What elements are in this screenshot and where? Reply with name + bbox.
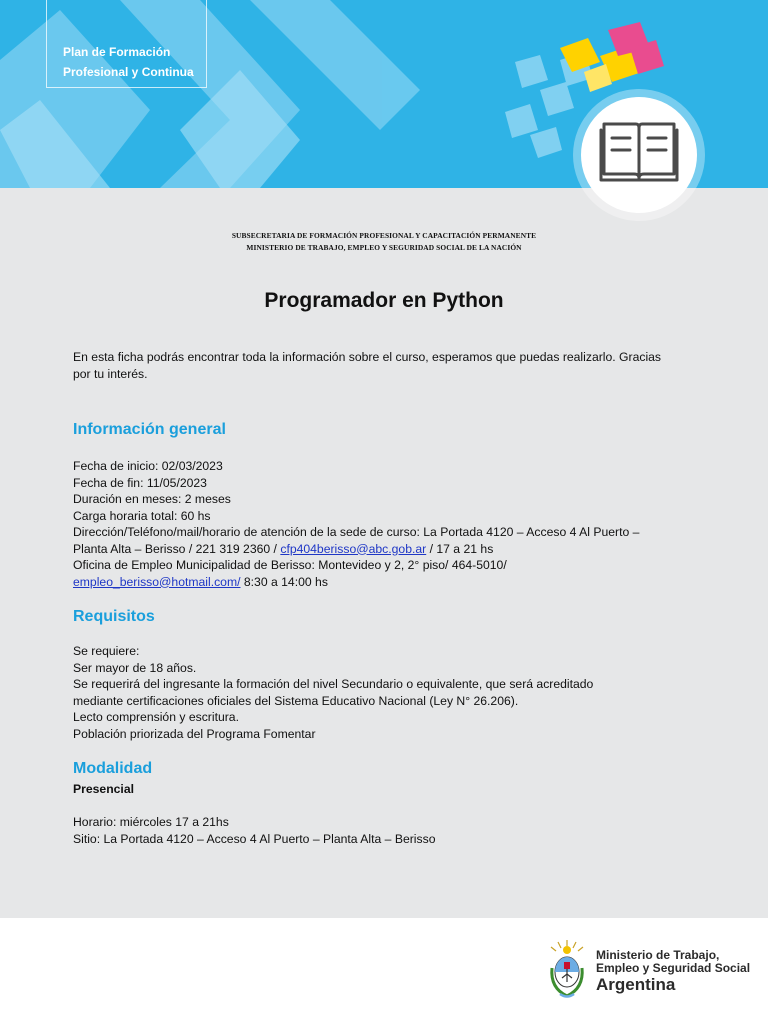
open-book-icon: [570, 86, 708, 224]
page-title: Programador en Python: [264, 289, 504, 312]
requisitos-heading: Requisitos: [73, 608, 155, 625]
modalidad-horario: Horario: miércoles 17 a 21hs: [73, 815, 229, 829]
intro-paragraph: [73, 349, 703, 382]
modalidad-tipo: Presencial: [73, 782, 134, 796]
direccion-line2: [73, 541, 703, 558]
intro-line2: por tu interés.: [73, 366, 148, 381]
requisitos-block: [73, 643, 703, 742]
plan-title-line1: Plan de Formación: [63, 45, 171, 59]
requisito-line: Lecto comprensión y escritura.: [73, 710, 239, 724]
oficina-line1: Oficina de Empleo Municipalidad de Berisso: Montevideo y 2, 2° piso/ 464-5010/: [73, 558, 507, 572]
fecha-inicio: Fecha de inicio: 02/03/2023: [73, 459, 223, 473]
oficina-email-link[interactable]: empleo_berisso@hotmail.com/: [73, 574, 241, 589]
intro-line1: En esta ficha podrás encontrar toda la información sobre el curso, esperamos que puedas realizarlo. Gracias: [73, 350, 662, 364]
fecha-fin: Fecha de fin: 11/05/2023: [73, 475, 207, 490]
requisito-line: Ser mayor de 18 años.: [73, 660, 197, 675]
modalidad-block: [73, 781, 703, 847]
carga-horaria: Carga horaria total: 60 hs: [73, 508, 211, 523]
sede-email-link[interactable]: cfp404berisso@abc.gob.ar: [280, 541, 427, 556]
info-block: [73, 458, 703, 590]
requisito-line: Población priorizada del Programa Fomentar: [73, 726, 316, 741]
oficina-line2: [73, 574, 703, 591]
ministry-country: Argentina: [596, 975, 676, 994]
requisito-line: Se requerirá del ingresante la formación del nivel Secundario o equivalente, que será acreditado: [73, 677, 594, 691]
modalidad-heading: Modalidad: [73, 760, 153, 777]
plan-title: [63, 42, 194, 82]
argentina-coat-of-arms-icon: [546, 938, 588, 1000]
subsecretaria-line: SUBSECRETARIA DE FORMACIÓN PROFESIONAL Y CAPACITACIÓN PERMANENTE: [231, 231, 537, 240]
ministerio-line: MINISTERIO DE TRABAJO, EMPLEO Y SEGURIDAD SOCIAL DE LA NACIÓN: [246, 243, 522, 252]
ministry-logo-text: [596, 949, 750, 995]
ministry-line2: Empleo y Seguridad Social: [596, 961, 751, 975]
direccion-line2-pre: Planta Alta – Berisso / 221 319 2360 /: [73, 541, 281, 556]
direccion-line2-post: / 17 a 21 hs: [426, 541, 494, 556]
oficina-line2-post: 8:30 a 14:00 hs: [240, 574, 328, 589]
duracion: Duración en meses: 2 meses: [73, 492, 231, 506]
ministry-line1: Ministerio de Trabajo,: [596, 948, 720, 962]
modalidad-sitio: Sitio: La Portada 4120 – Acceso 4 Al Puerto – Planta Alta – Berisso: [73, 831, 436, 846]
spacer: [73, 798, 703, 815]
plan-title-line2: Profesional y Continua: [63, 65, 194, 79]
plan-logo-box: [46, 0, 207, 88]
info-heading: Información general: [73, 421, 226, 438]
direccion-line1: Dirección/Teléfono/mail/horario de atención de la sede de curso: La Portada 4120 – Acceso 4 Al Puerto –: [73, 525, 640, 539]
requisito-line: mediante certificaciones oficiales del Sistema Educativo Nacional (Ley N° 26.206).: [73, 693, 519, 708]
requisito-line: Se requiere:: [73, 644, 140, 658]
